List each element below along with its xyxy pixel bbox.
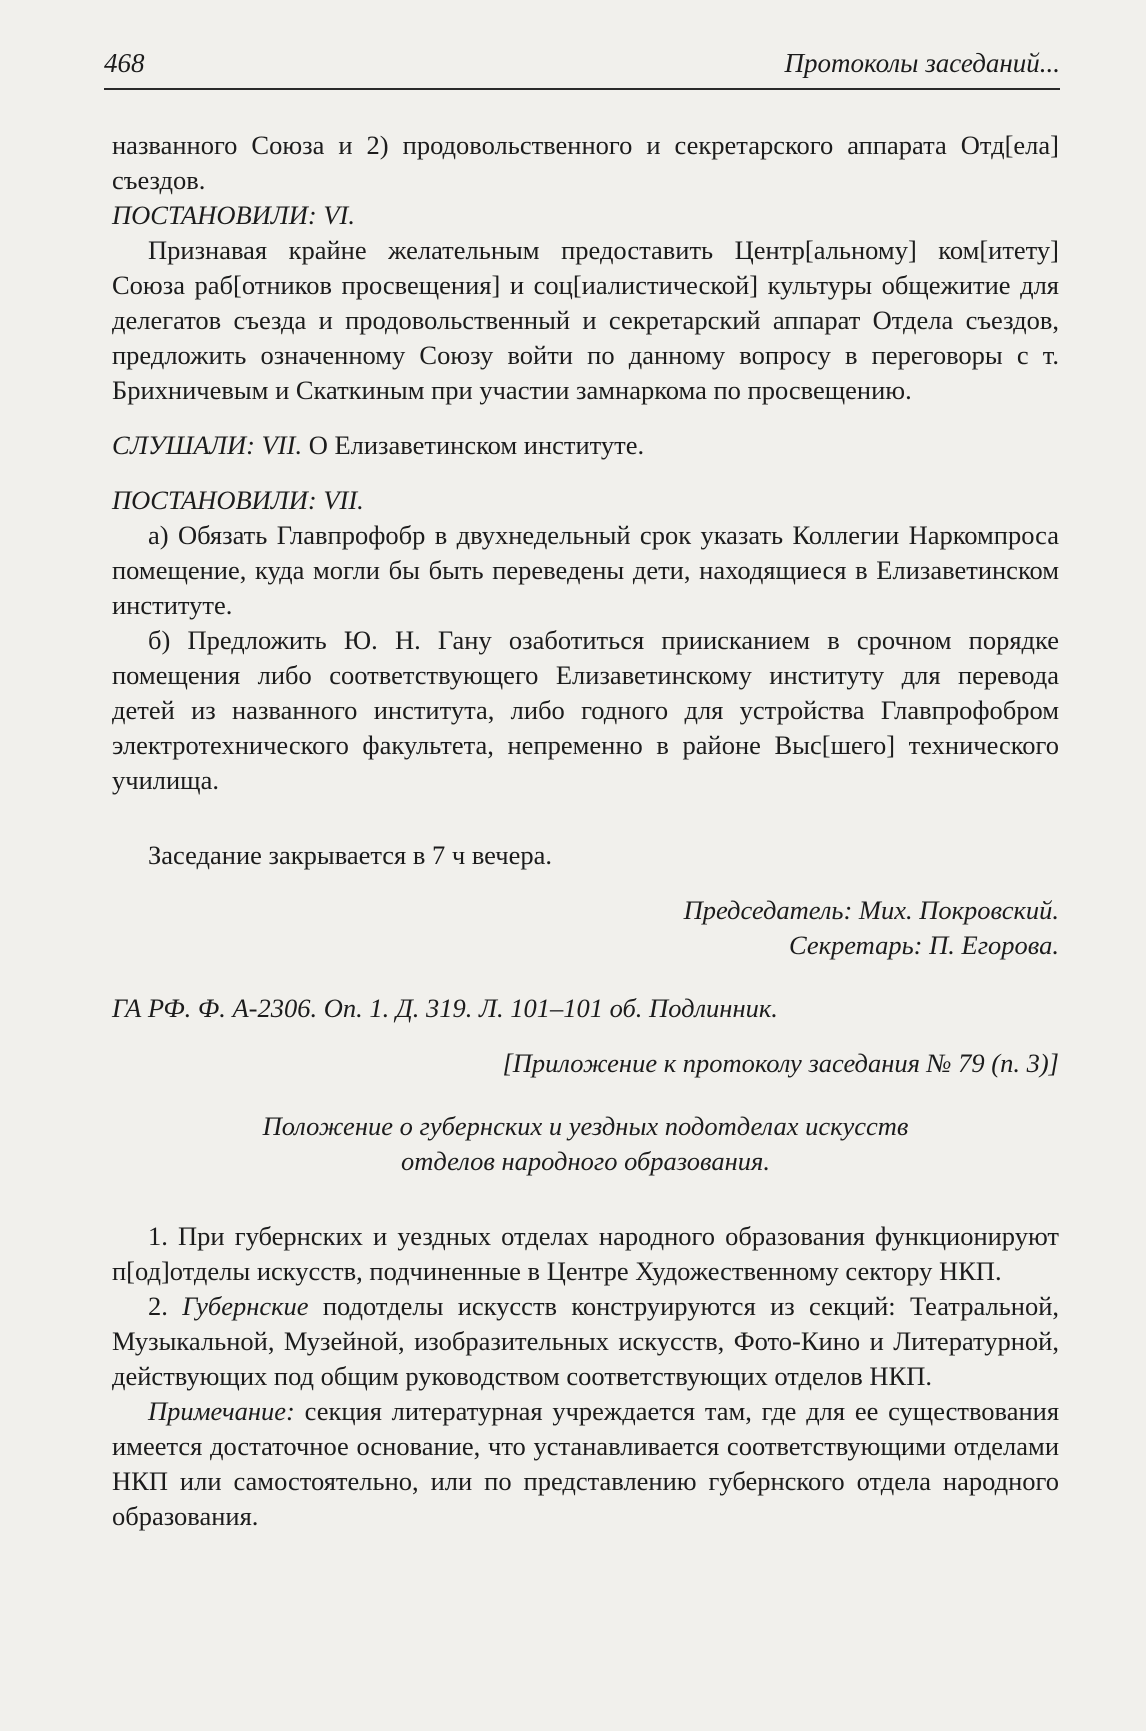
appendix-title-line1: Положение о губернских и уездных подотделах искусств [262, 1111, 909, 1141]
resolved-6-heading: ПОСТАНОВИЛИ: VI. [112, 200, 355, 230]
appendix-title-line2: отделов народного образования. [401, 1146, 770, 1176]
archive-source: ГА РФ. Ф. А-2306. Оп. 1. Д. 319. Л. 101–101 об. Подлинник. [112, 993, 778, 1023]
appendix-note-label: Примечание: [148, 1396, 295, 1426]
page-header [104, 48, 1060, 90]
chair-signature: Председатель: Мих. Покровский. [683, 895, 1059, 925]
continuation-text: названного Союза и 2) продовольственного и секретарского аппарата Отд[ела] съездов. [112, 130, 1059, 195]
resolved-6-text: Признавая крайне желательным предоставить Центр[альному] ком[итету] Союза раб[отников просвещения] и соц[иалистической] культуры общежитие для делегатов съезда и продовольственный и секретарский аппарат Отдела съездов, предложить означенному Союзу войти по данному вопросу в переговоры с т. Брихничевым и Скаткиным при участии замнаркома по просвещению. [112, 235, 1059, 405]
secretary-signature: Секретарь: П. Егорова. [788, 930, 1059, 960]
appendix-item-1: 1. При губернских и уездных отделах народного образования функционируют п[од]отделы искусств, подчиненные в Центре Художественному сектору НКП. [112, 1221, 1059, 1286]
heard-7-label: СЛУШАЛИ: VII. [112, 430, 303, 460]
closing-text: Заседание закрывается в 7 ч вечера. [148, 840, 553, 870]
page-body [112, 128, 1059, 1534]
appendix-note-text: секция литературная учреждается там, где для ее существования имеется достаточное основание, что устанавливается соответствующими отделами НКП или самостоятельно, или по представлению губернского отдела народного образования. [112, 1396, 1060, 1531]
running-title: Протоколы заседаний... [784, 48, 1060, 78]
appendix-item-2-emphasis: Губернские [182, 1291, 309, 1321]
heard-7-text: О Елизаветинском институте. [308, 430, 645, 460]
appendix-item-2-text: подотделы искусств конструируются из секций: Театральной, Музыкальной, Музейной, изобразительных искусств, Фото-Кино и Литературной, действующих под общим руководством соответствующих отделов НКП. [112, 1291, 1059, 1391]
appendix-item-2-number: 2. [148, 1291, 168, 1321]
appendix-note [112, 1394, 1059, 1534]
resolved-7-heading: ПОСТАНОВИЛИ: VII. [112, 485, 364, 515]
heard-7-line [112, 428, 1059, 463]
resolved-7-item-a: а) Обязать Главпрофобр в двухнедельный срок указать Коллегии Наркомпроса помещение, куда могли бы быть переведены дети, находящиеся в Елизаветинском институте. [112, 520, 1059, 620]
appendix-item-2 [112, 1289, 1059, 1394]
appendix-label: [Приложение к протоколу заседания № 79 (п. 3)] [502, 1048, 1059, 1078]
resolved-7-item-b: б) Предложить Ю. Н. Гану озаботиться приисканием в срочном порядке помещения либо соответствующего Елизаветинскому институту для перевода детей из названного института, либо годного для устройства Главпрофобром электротехнического факультета, непременно в районе Выс[шего] технического училища. [112, 625, 1059, 795]
page-number: 468 [104, 48, 145, 78]
